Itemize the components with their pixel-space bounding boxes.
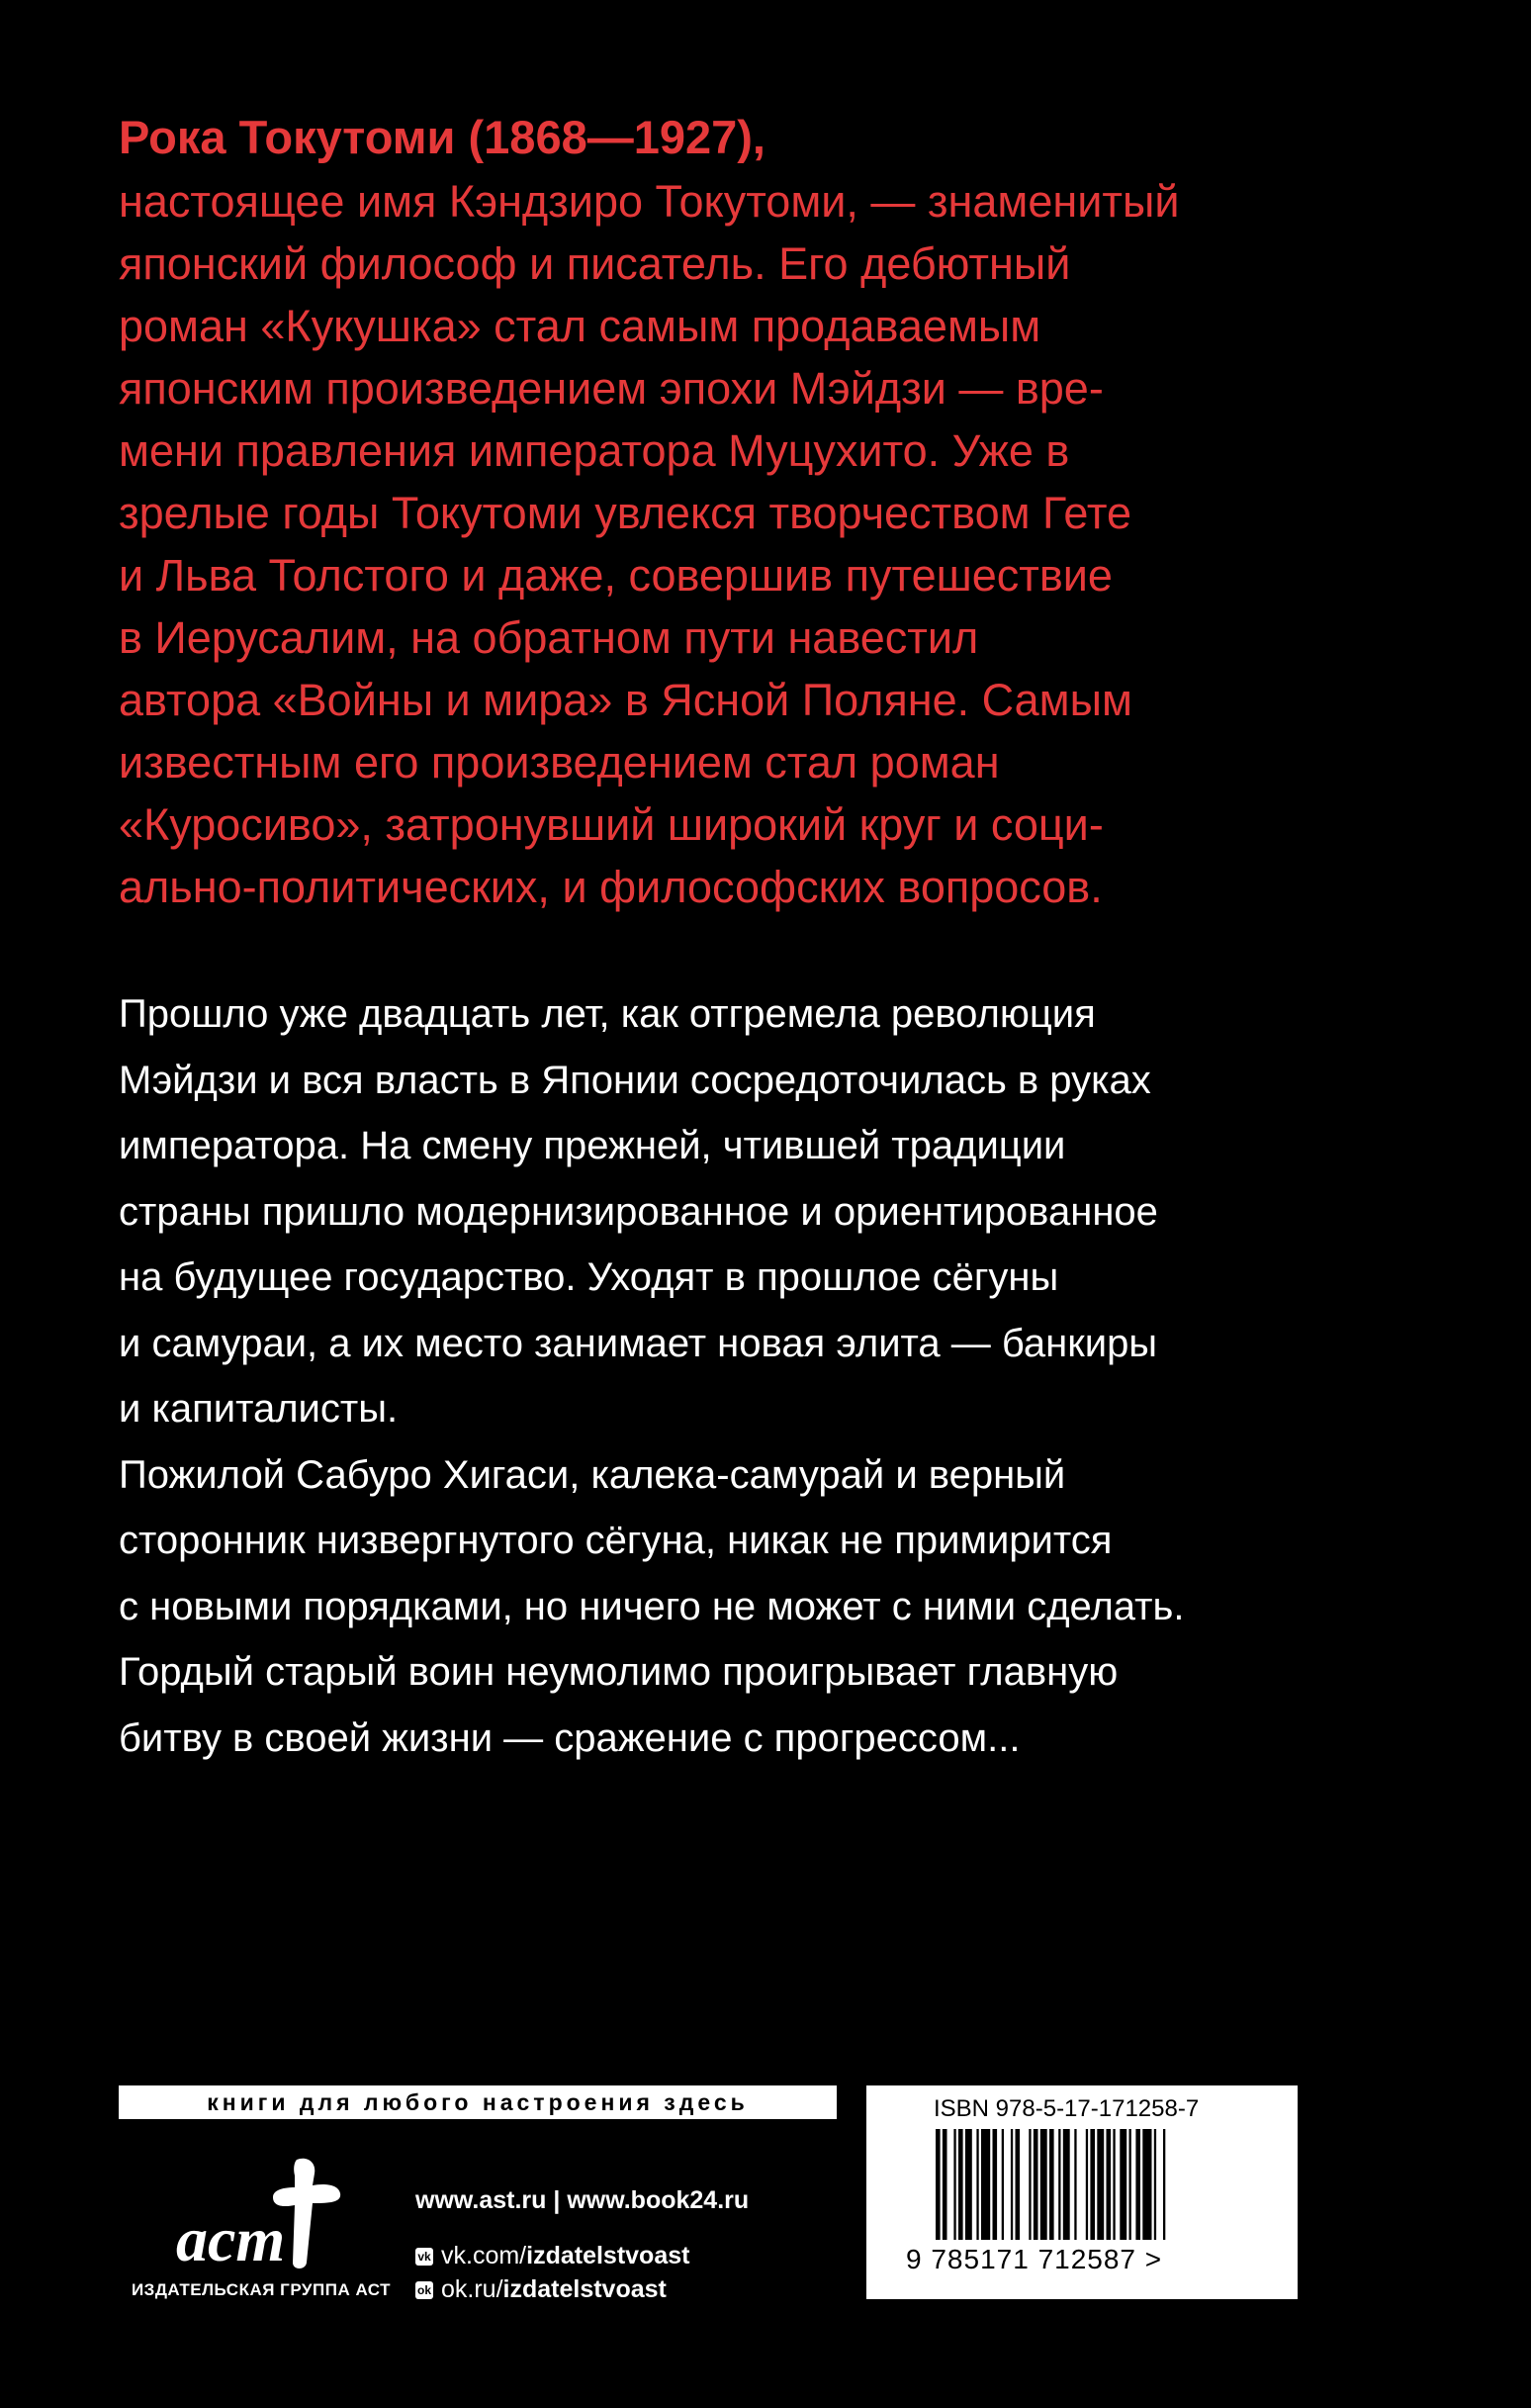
bio-line: известным его произведением стал роман bbox=[119, 737, 1000, 787]
vk-handle: izdatelstvoast bbox=[526, 2242, 690, 2269]
bio-line: роман «Кукушка» стал самым продаваемым bbox=[119, 301, 1041, 351]
barcode-bars bbox=[936, 2129, 1232, 2248]
barcode-bar bbox=[993, 2129, 998, 2240]
bio-line: зрелые годы Токутоми увлекся творчеством Гете bbox=[119, 488, 1132, 538]
barcode-bar bbox=[1086, 2129, 1088, 2240]
barcode-bar bbox=[1135, 2129, 1140, 2240]
publisher-name: ИЗДАТЕЛЬСКАЯ ГРУППА АСТ bbox=[131, 2280, 392, 2299]
isbn-number: ISBN 978-5-17-171258-7 bbox=[934, 2095, 1200, 2122]
bio-line: и Льва Толстого и даже, совершив путешествие bbox=[119, 550, 1113, 601]
barcode-bar bbox=[1040, 2129, 1047, 2240]
bio-line: японским произведением эпохи Мэйдзи — вре- bbox=[119, 363, 1104, 414]
barcode-bar bbox=[958, 2129, 963, 2240]
vk-icon: vk bbox=[415, 2248, 433, 2266]
book-description bbox=[119, 981, 1444, 1771]
description-line: Мэйдзи и вся власть в Японии сосредоточилась в руках bbox=[119, 1058, 1151, 1102]
vk-link[interactable] bbox=[415, 2242, 689, 2270]
ast-logo bbox=[138, 2142, 376, 2280]
barcode-bar bbox=[1063, 2129, 1070, 2240]
description-line: с новыми порядками, но ничего не может с ними сделать. bbox=[119, 1584, 1185, 1628]
barcode-bar bbox=[976, 2129, 978, 2240]
barcode-bar bbox=[1142, 2129, 1151, 2240]
barcode-panel bbox=[866, 2085, 1298, 2299]
barcode-bar bbox=[1154, 2129, 1156, 2240]
barcode-bar bbox=[1049, 2129, 1054, 2240]
barcode-bar bbox=[953, 2129, 955, 2240]
barcode-bar bbox=[1074, 2129, 1076, 2240]
description-line: и самураи, а их место занимает новая элита — банкиры bbox=[119, 1321, 1158, 1365]
description-line: на будущее государство. Уходят в прошлое сёгуны bbox=[119, 1255, 1059, 1299]
description-line: и капиталисты. bbox=[119, 1387, 399, 1431]
barcode-bar bbox=[1058, 2129, 1060, 2240]
barcode-bar bbox=[1163, 2129, 1165, 2240]
barcode-bar bbox=[1113, 2129, 1115, 2240]
author-bio bbox=[119, 170, 1444, 918]
barcode-bar bbox=[981, 2129, 990, 2240]
bio-line: мени правления императора Муцухито. Уже в bbox=[119, 425, 1070, 476]
bio-line: в Иерусалим, на обратном пути навестил bbox=[119, 612, 979, 663]
ok-domain: ok.ru/ bbox=[441, 2275, 503, 2303]
barcode-bar bbox=[1011, 2129, 1013, 2240]
barcode-bar bbox=[1129, 2129, 1131, 2240]
ok-link[interactable] bbox=[415, 2275, 667, 2304]
barcode-bar bbox=[943, 2129, 947, 2240]
description-line: императора. На смену прежней, чтившей традиции bbox=[119, 1124, 1066, 1167]
barcode-digits: 9 785171 712587 > bbox=[906, 2244, 1163, 2274]
barcode-bar bbox=[1016, 2129, 1021, 2240]
website-links[interactable]: www.ast.ru | www.book24.ru bbox=[415, 2186, 750, 2214]
description-line: битву в своей жизни — сражение с прогрессом... bbox=[119, 1715, 1021, 1760]
ok-handle: izdatelstvoast bbox=[502, 2275, 667, 2303]
barcode-bar bbox=[965, 2129, 972, 2240]
logo-text: аст bbox=[176, 2204, 286, 2274]
description-line: Гордый старый воин неумолимо проигрывает главную bbox=[119, 1650, 1119, 1694]
description-line: Пожилой Сабуро Хигаси, калека-самурай и верный bbox=[119, 1452, 1066, 1497]
ok-icon: ok bbox=[416, 2282, 431, 2297]
barcode-bar bbox=[936, 2129, 941, 2240]
description-line: сторонник низвергнутого сёгуна, никак не примирится bbox=[119, 1519, 1113, 1562]
barcode-bar bbox=[1029, 2129, 1031, 2240]
barcode-bar bbox=[1120, 2129, 1126, 2240]
barcode-bar bbox=[1034, 2129, 1038, 2240]
bio-line: японский философ и писатель. Его дебютный bbox=[119, 238, 1071, 289]
bio-line: «Куросиво», затронувший широкий круг и соци- bbox=[119, 799, 1104, 850]
bio-line: автора «Войны и мира» в Ясной Поляне. Самым bbox=[119, 675, 1132, 725]
barcode-bar bbox=[1090, 2129, 1095, 2240]
tagline-banner: книги для любого настроения здесь bbox=[119, 2085, 837, 2119]
vk-domain: vk.com/ bbox=[441, 2242, 527, 2269]
barcode-bar bbox=[1097, 2129, 1104, 2240]
author-heading: Рока Токутоми (1868—1927), bbox=[119, 111, 766, 163]
barcode-bar bbox=[1107, 2129, 1112, 2240]
description-line: Прошло уже двадцать лет, как отгремела революция bbox=[119, 992, 1096, 1036]
bio-line: настоящее имя Кэндзиро Токутоми, — знаменитый bbox=[119, 176, 1180, 227]
description-line: страны пришло модернизированное и ориентированное bbox=[119, 1189, 1158, 1234]
bio-line: ально-политических, и философских вопросов. bbox=[119, 862, 1103, 912]
barcode-bar bbox=[1002, 2129, 1004, 2240]
